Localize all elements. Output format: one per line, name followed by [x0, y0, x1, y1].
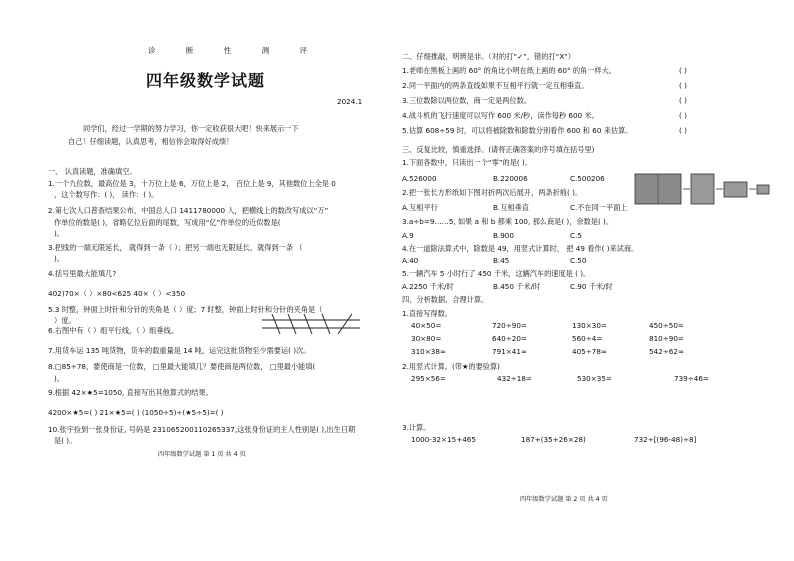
mixed-calc-item: 1000-32×15+465 [411, 435, 476, 444]
q4-text: 4.括号里最大能填几? [48, 269, 117, 278]
q2-line-2: 作单位的数是( )，省略亿位后面的尾数，写成用“亿”作单位的近似数是( [54, 218, 281, 227]
exam-date: 2024.1 [337, 97, 363, 106]
intro-line-1: 同学们，经过一学期的努力学习，你一定收获很大吧！快来展示一下 [83, 124, 299, 133]
q1-line-2: ，这个数写作：( )， 读作：( )。 [54, 190, 159, 199]
folded-paper-figure [634, 170, 776, 208]
oral-calc-item: 560÷4= [572, 334, 603, 343]
choice-3-option-a: A.9 [402, 231, 414, 240]
figure-line-7 [338, 314, 352, 334]
figure-line-6 [322, 314, 330, 334]
judge-answer-blank-5: ( ) [679, 126, 687, 135]
q1-line-1: 1.一个九位数，最高位是 3，十万位上是 6，万位上是 2， 百位上是 9，其他数位上全是 0 [48, 179, 336, 188]
q4-row: 402)70×（ ）×80<625 40×（ ）<350 [48, 289, 186, 298]
q8-line-2: )。 [54, 374, 64, 383]
judge-item-2: 2.同一平面内的两条直线如果不互相平行就一定互相垂直。 [402, 81, 589, 90]
choice-1-option-b: B.220006 [493, 174, 528, 183]
oral-calc-item: 542÷62≈ [649, 347, 684, 356]
oral-calc-item: 405÷78≈ [572, 347, 607, 356]
q3-line-2: )。 [54, 254, 64, 263]
choice-2-text: 2.把一张长方形纸如下图对折两次后展开，两条折痕( )。 [402, 188, 583, 197]
oral-calc-item: 30×80= [411, 334, 442, 343]
choice-4-option-a: A.40 [402, 256, 419, 265]
oral-calc-item: 640÷20= [492, 334, 527, 343]
choice-4-text: 4.在一道除法算式中，除数是 49，用竖式计算时， 把 49 看作( )来试商。 [402, 244, 639, 253]
choice-1-text: 1.下面各数中，只读出一个“零”的是( )。 [402, 158, 533, 167]
choice-1-option-a: A.526000 [402, 174, 437, 183]
choice-4-option-b: B.45 [493, 256, 510, 265]
choice-5-option-a: A.2250 千米/时 [402, 282, 454, 291]
choice-3-option-c: C.5 [570, 231, 582, 240]
figure-line-3 [272, 314, 280, 334]
q10-line-1: 10.张宇捡到一张身份证, 号码是 231065200110265337,这张身份证的主人性别是( ),出生日期 [48, 425, 356, 434]
judge-answer-blank-1: ( ) [679, 66, 687, 75]
judge-answer-blank-3: ( ) [679, 96, 687, 105]
mixed-calc-item: 732÷[(96-48)÷8] [634, 435, 697, 444]
figure-line-4 [288, 314, 296, 334]
section-1-heading: 一、 认真读题，准确填空。 [48, 167, 137, 176]
oral-calc-item: 450÷50= [649, 321, 684, 330]
judge-item-4: 4.战斗机的飞行速度可以写作 600 米/秒，读作每秒 600 米。 [402, 111, 599, 120]
paper-folded-once [691, 174, 714, 204]
q5-line-2: ）度。 [54, 316, 76, 325]
judge-answer-blank-4: ( ) [679, 111, 687, 120]
section-3-heading: 三、反复比较，慎重选择。(请将正确答案的序号填在括号里) [402, 145, 595, 154]
page-2 [397, 0, 794, 561]
header-small: 诊 断 性 测 评 [148, 46, 322, 55]
oral-calc-item: 40×50= [411, 321, 442, 330]
choice-2-option-a: A.互相平行 [402, 203, 438, 212]
page-title: 四年级数学试题 [146, 71, 266, 90]
q8-line-1: 8.□85÷78，要使商是一位数， □里最大能填几？要使商是两位数， □里最小能填( [48, 362, 316, 371]
judge-item-1: 1.老师在黑板上画的 60° 的角比小明在纸上画的 60° 的角一样大。 [402, 66, 616, 75]
oral-calc-item: 310×38≈ [411, 347, 446, 356]
q5-line-1: 5.3 时整，钟面上时针和分针的夹角是（ ）度；7 时整，钟面上时针和分针的夹角是（ [48, 305, 323, 314]
vertical-calc-item: 530×35= [577, 374, 612, 383]
vertical-calc-title: 2.用竖式计算。(带★的要验算) [402, 362, 500, 371]
parallel-perpendicular-figure [262, 312, 362, 336]
section-4-heading: 四、分析数据，合理计算。 [402, 295, 489, 304]
choice-4-option-c: C.50 [570, 256, 587, 265]
section-2-heading: 二、仔细推敲，明辨是非。（对的打“✓”，错的打“X”） [402, 52, 575, 61]
q2-line-3: )。 [54, 229, 64, 238]
q6-text: 6.右图中有（ ）组平行线，（ ）组垂线。 [48, 326, 179, 335]
q2-line-1: 2.第七次人口普查结果公布，中国总人口 1411780000 人，把横线上的数改写成以“万” [48, 206, 329, 215]
oral-calc-item: 720÷90= [492, 321, 527, 330]
oral-calc-item: 791×41≈ [492, 347, 527, 356]
page-1-footer: 四年级数学试题 第 1 页 共 4 页 [158, 451, 246, 458]
choice-1-option-c: C.500206 [570, 174, 605, 183]
judge-item-5: 5.估算 608÷59 时，可以将被除数和除数分别看作 600 和 60 来估算。 [402, 126, 633, 135]
choice-3-option-b: B.900 [493, 231, 514, 240]
oral-calc-item: 810÷90= [649, 334, 684, 343]
mixed-calc-title: 3.计算。 [402, 423, 431, 432]
figure-line-5 [304, 314, 312, 334]
q7-text: 7.用货车运 135 吨货物，货车的载重量是 14 吨，运完这批货物至少需要运( )次。 [48, 346, 311, 355]
page-2-footer: 四年级数学试题 第 2 页 共 4 页 [520, 496, 608, 503]
paper-result [757, 185, 769, 194]
q9-row: 4200×★5=( ) 21×★5=( ) (1050÷5)÷(★5÷5)=( ) [48, 408, 224, 417]
q10-line-2: 是( )。 [54, 436, 77, 445]
choice-5-option-b: B.450 千米/时 [493, 282, 541, 291]
judge-answer-blank-2: ( ) [679, 81, 687, 90]
judge-item-3: 3.三位数除以两位数，商一定是两位数。 [402, 96, 532, 105]
choice-3-text: 3.a÷b=9……5, 如果 a 和 b 都乘 100, 那么商是( )，余数是( )。 [402, 217, 614, 226]
oral-calc-item: 130×30= [572, 321, 607, 330]
choice-5-text: 5.一辆汽车 5 小时行了 450 千米，这辆汽车的速度是 ( )。 [402, 269, 591, 278]
choice-2-option-c: C.不在同一平面上 [570, 203, 628, 212]
choice-2-option-b: B.互相垂直 [493, 203, 529, 212]
intro-line-2: 自己！仔细读题，认真思考，相信你会取得好成绩！ [68, 137, 234, 146]
mixed-calc-item: 187+(35+26×28) [521, 435, 586, 444]
vertical-calc-item: 295×56= [411, 374, 446, 383]
choice-5-option-c: C.90 千米/时 [570, 282, 613, 291]
vertical-calc-item: 739÷46= [674, 374, 709, 383]
oral-calc-title: 1.直接写得数。 [402, 309, 452, 318]
q9-text: 9.根据 42×★5=1050, 直接写出其他算式的结果。 [48, 388, 213, 397]
q3-line-1: 3.把线的一端无限延长， 就得到一条（ ）；把另一端也无限延长，就得到一条 （ [48, 243, 303, 252]
vertical-calc-item: 432÷18= [497, 374, 532, 383]
paper-folded-twice [724, 182, 747, 197]
